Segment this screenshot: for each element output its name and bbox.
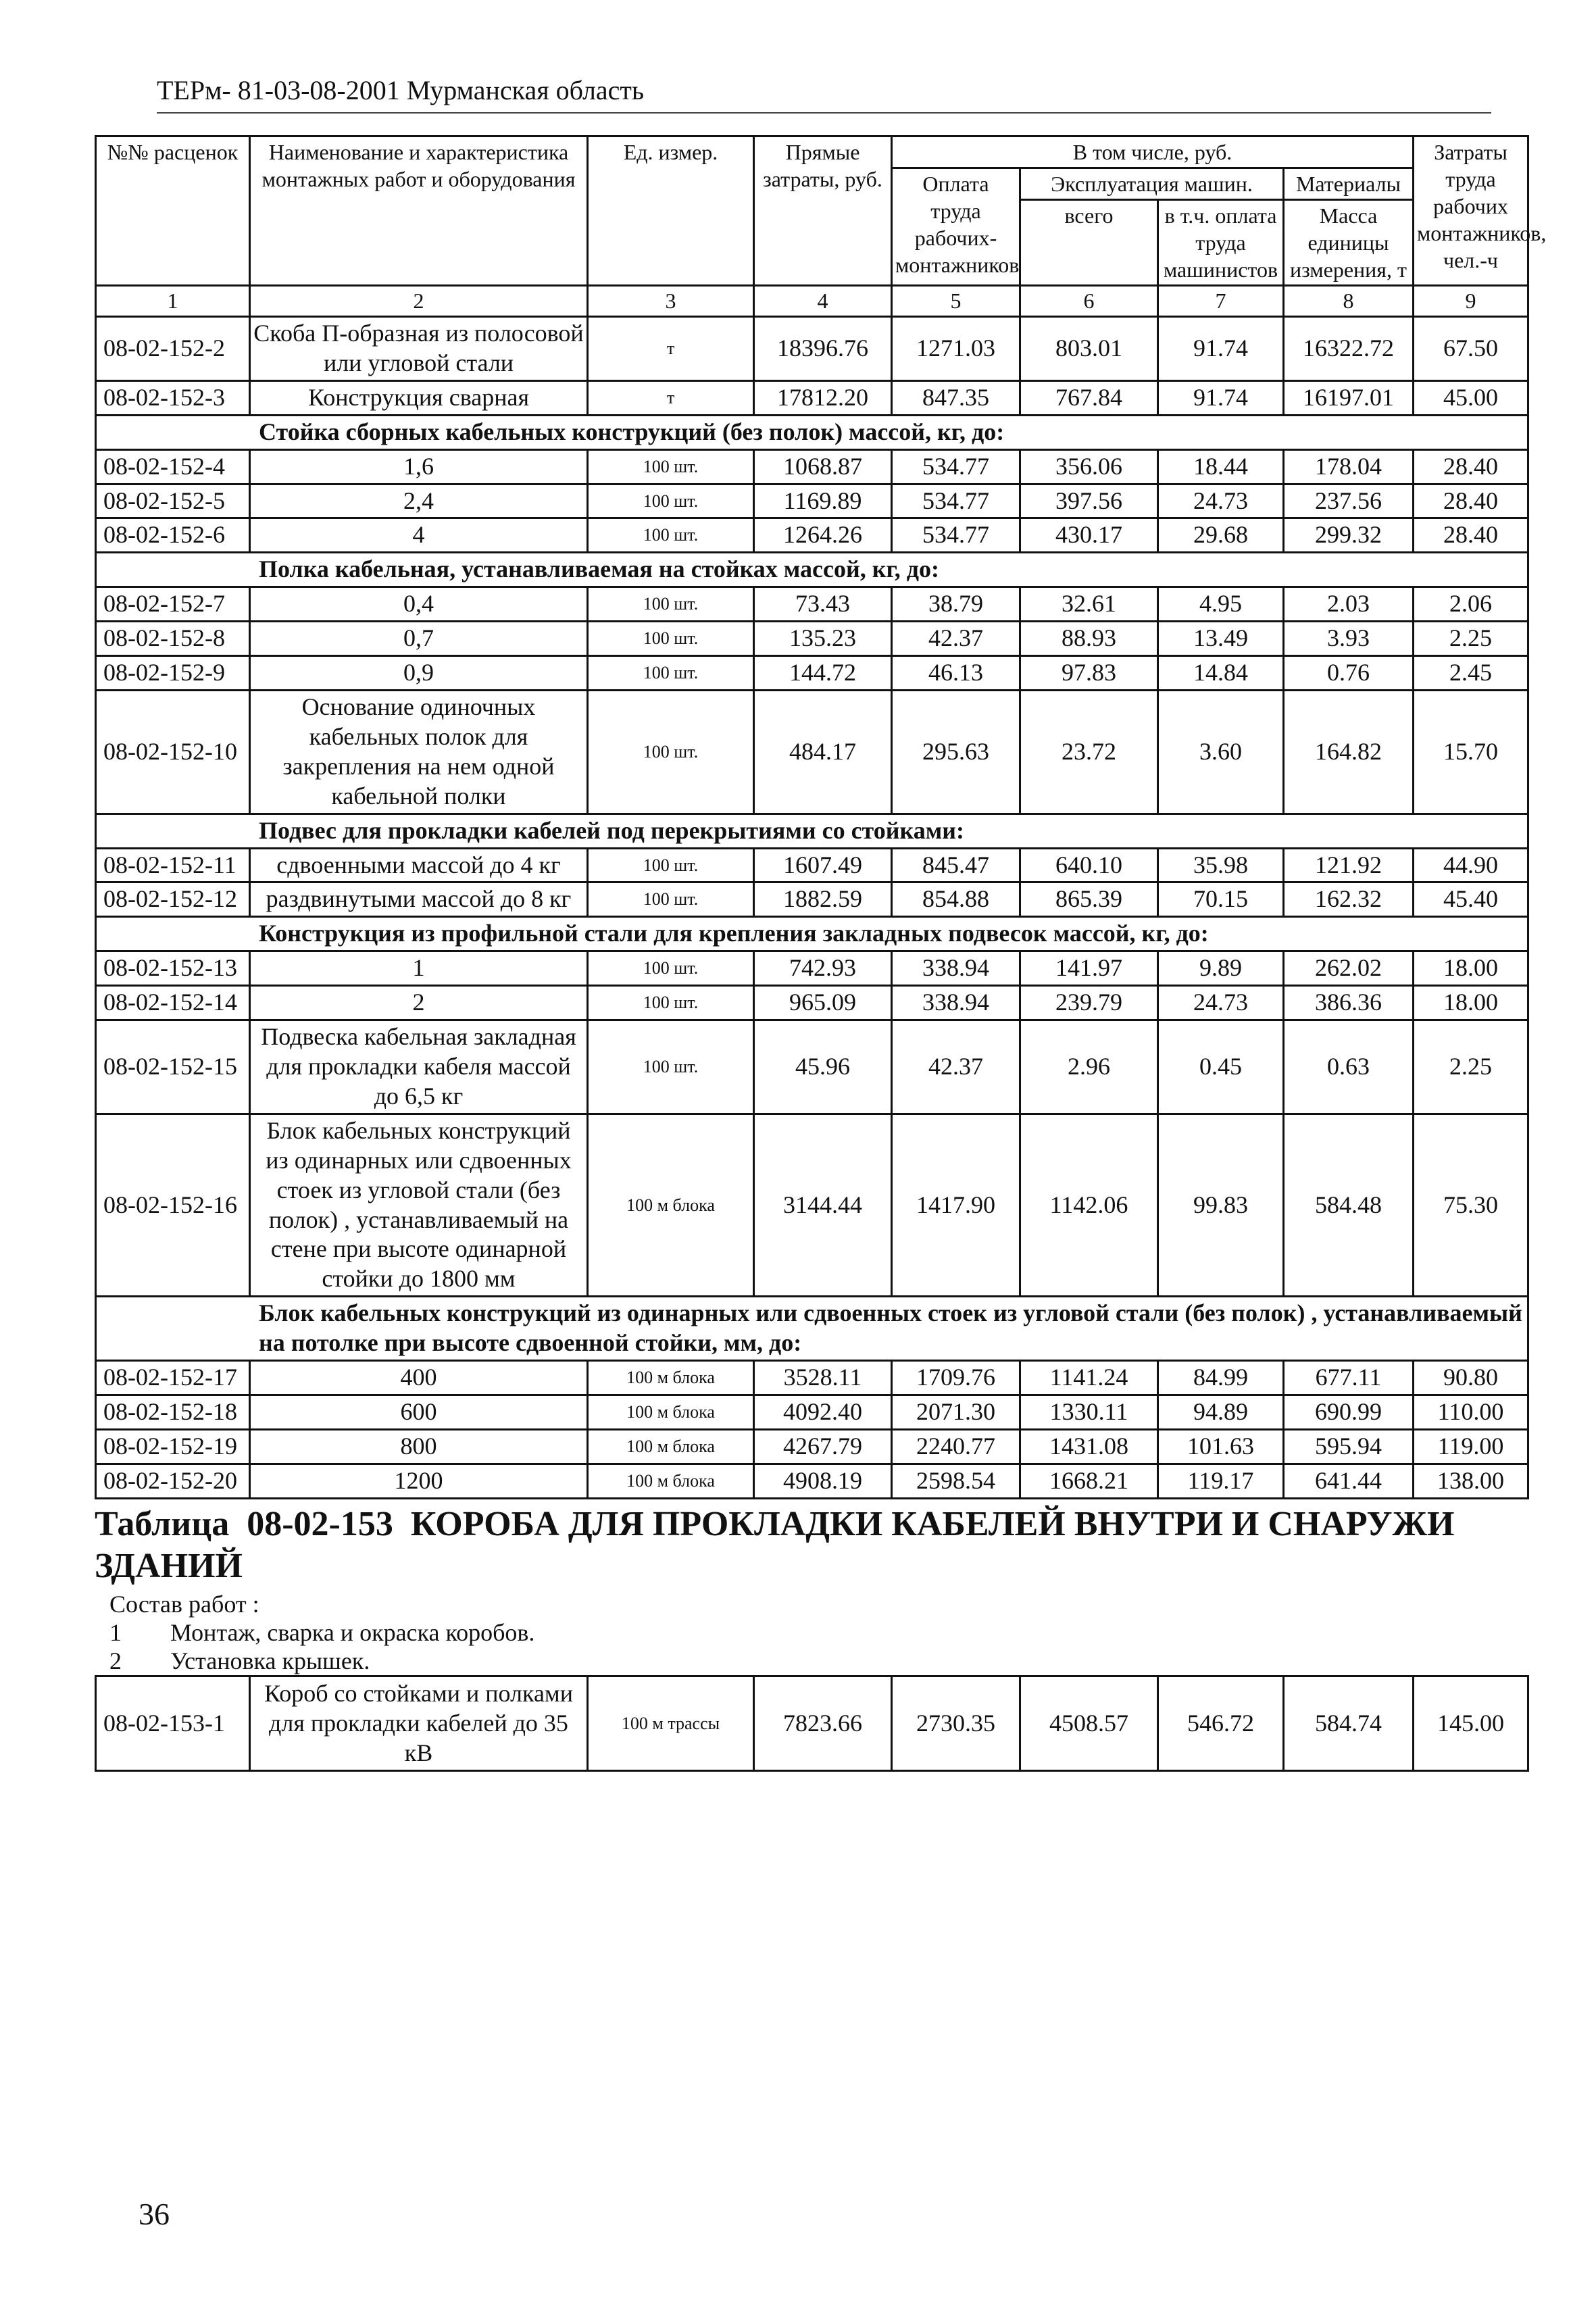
- table-title: [95, 1499, 1527, 1588]
- cell-mach-pay: 119.17: [1158, 1464, 1284, 1498]
- cell-name: 0,7: [250, 622, 588, 656]
- table-row: [96, 1395, 1528, 1429]
- cell-hours: 75.30: [1414, 1114, 1528, 1296]
- cell-name: 2: [250, 986, 588, 1020]
- cell-name: 2,4: [250, 484, 588, 518]
- cell-direct: 965.09: [754, 986, 892, 1020]
- table-row: [96, 986, 1528, 1020]
- table-title-number: 08-02-153: [247, 1504, 393, 1543]
- cell-mat: 0.76: [1284, 656, 1414, 691]
- cell-name: 800: [250, 1429, 588, 1464]
- cell-name: раздвинутыми массой до 8 кг: [250, 882, 588, 917]
- cell-direct: 4908.19: [754, 1464, 892, 1498]
- work-item: [95, 1647, 1527, 1675]
- header-rule: [157, 112, 1491, 114]
- cell-mat: 386.36: [1284, 986, 1414, 1020]
- table-row: [96, 882, 1528, 917]
- cell-name: 0,4: [250, 587, 588, 622]
- cell-code: 08-02-152-13: [96, 951, 250, 986]
- table-row: [96, 848, 1528, 882]
- cell-mach-pay: 4.95: [1158, 587, 1284, 622]
- table-row: [96, 1020, 1528, 1114]
- cell-code: 08-02-152-16: [96, 1114, 250, 1296]
- table-row: [96, 951, 1528, 986]
- cell-labor: 2730.35: [892, 1676, 1020, 1771]
- cell-mat: 16322.72: [1284, 317, 1414, 381]
- work-item-number: 1: [109, 1619, 122, 1647]
- cell-name: Конструкция сварная: [250, 380, 588, 415]
- cell-hours: 28.40: [1414, 518, 1528, 553]
- table-row: [96, 1361, 1528, 1395]
- cell-unit: 100 шт.: [588, 1020, 754, 1114]
- cell-mach-pay: 0.45: [1158, 1020, 1284, 1114]
- cell-mat: 584.48: [1284, 1114, 1414, 1296]
- table-row: [96, 1464, 1528, 1498]
- cell-hours: 44.90: [1414, 848, 1528, 882]
- table-header-row-1: [96, 136, 1528, 168]
- cell-code: 08-02-152-5: [96, 484, 250, 518]
- document-header: ТЕРм- 81-03-08-2001 Мурманская область: [157, 75, 645, 105]
- cell-mach-pay: 13.49: [1158, 622, 1284, 656]
- table-row: [96, 1429, 1528, 1464]
- page-number: 36: [139, 2197, 170, 2231]
- col-header-mass: Масса единицы измерения, т: [1284, 200, 1414, 286]
- cell-name: 600: [250, 1395, 588, 1429]
- cell-hours: 2.06: [1414, 587, 1528, 622]
- cell-hours: 18.00: [1414, 986, 1528, 1020]
- cell-mach-pay: 70.15: [1158, 882, 1284, 917]
- cell-mach: 430.17: [1020, 518, 1158, 553]
- table-row: [96, 622, 1528, 656]
- cell-hours: 2.45: [1414, 656, 1528, 691]
- cell-mat: 178.04: [1284, 449, 1414, 484]
- col-header-mach-pay: в т.ч. оплата труда машинистов: [1158, 200, 1284, 286]
- table-row: [96, 317, 1528, 381]
- cell-hours: 45.00: [1414, 380, 1528, 415]
- work-item-text: Монтаж, сварка и окраска коробов.: [170, 1619, 535, 1647]
- cell-mat: 0.63: [1284, 1020, 1414, 1114]
- cell-code: 08-02-152-3: [96, 380, 250, 415]
- cell-code: 08-02-153-1: [96, 1676, 250, 1771]
- cell-mat: 690.99: [1284, 1395, 1414, 1429]
- col-header-unit: Ед. измер.: [588, 136, 754, 286]
- cell-unit: 100 м блока: [588, 1361, 754, 1395]
- cell-code: 08-02-152-7: [96, 587, 250, 622]
- cell-code: 08-02-152-6: [96, 518, 250, 553]
- cell-name: 1,6: [250, 449, 588, 484]
- cell-hours: 145.00: [1414, 1676, 1528, 1771]
- cell-code: 08-02-152-9: [96, 656, 250, 691]
- cell-unit: 100 шт.: [588, 986, 754, 1020]
- cell-direct: 1264.26: [754, 518, 892, 553]
- cell-labor: 295.63: [892, 691, 1020, 814]
- cell-code: 08-02-152-19: [96, 1429, 250, 1464]
- col-header-code: №№ расценок: [96, 136, 250, 286]
- cell-mach: 640.10: [1020, 848, 1158, 882]
- cell-unit: 100 шт.: [588, 587, 754, 622]
- cell-direct: 144.72: [754, 656, 892, 691]
- table-08-02-153: [95, 1499, 1527, 1772]
- cell-direct: 18396.76: [754, 317, 892, 381]
- work-item-number: 2: [109, 1647, 122, 1675]
- section-heading: Полка кабельная, устанавливаемая на стойках массой, кг, до:: [96, 553, 1528, 587]
- cell-mach: 141.97: [1020, 951, 1158, 986]
- cell-mach-pay: 3.60: [1158, 691, 1284, 814]
- cell-direct: 484.17: [754, 691, 892, 814]
- section-row: [96, 917, 1528, 951]
- col-header-incl: В том числе, руб.: [892, 136, 1414, 168]
- cell-hours: 119.00: [1414, 1429, 1528, 1464]
- column-number-cell: 6: [1020, 286, 1158, 317]
- col-header-mach-all: всего: [1020, 200, 1158, 286]
- cell-direct: 135.23: [754, 622, 892, 656]
- cell-name: 1: [250, 951, 588, 986]
- column-number-cell: 4: [754, 286, 892, 317]
- col-header-direct: Прямые затраты, руб.: [754, 136, 892, 286]
- cell-direct: 17812.20: [754, 380, 892, 415]
- cell-unit: 100 шт.: [588, 518, 754, 553]
- cell-mat: 3.93: [1284, 622, 1414, 656]
- cell-mat: 16197.01: [1284, 380, 1414, 415]
- cell-mach-pay: 94.89: [1158, 1395, 1284, 1429]
- table-row: [96, 587, 1528, 622]
- cell-mach-pay: 35.98: [1158, 848, 1284, 882]
- section-heading: Стойка сборных кабельных конструкций (без полок) массой, кг, до:: [96, 415, 1528, 449]
- table-title-prefix: Таблица: [95, 1504, 230, 1543]
- cell-mat: 2.03: [1284, 587, 1414, 622]
- cell-labor: 46.13: [892, 656, 1020, 691]
- cell-mat: 584.74: [1284, 1676, 1414, 1771]
- column-number-cell: 7: [1158, 286, 1284, 317]
- cell-direct: 3144.44: [754, 1114, 892, 1296]
- cell-name: Блок кабельных конструкций из одинарных или сдвоенных стоек из угловой стали (без полок) , устанавливаемый на стене при высоте одинарной стойки до 1800 мм: [250, 1114, 588, 1296]
- cell-code: 08-02-152-12: [96, 882, 250, 917]
- cell-hours: 2.25: [1414, 1020, 1528, 1114]
- cell-mach-pay: 99.83: [1158, 1114, 1284, 1296]
- cell-mach-pay: 101.63: [1158, 1429, 1284, 1464]
- cell-labor: 42.37: [892, 622, 1020, 656]
- section-row: [96, 1297, 1528, 1361]
- cell-unit: 100 шт.: [588, 622, 754, 656]
- cell-name: 0,9: [250, 656, 588, 691]
- rates-table-2: [95, 1675, 1529, 1772]
- cell-unit: 100 шт.: [588, 484, 754, 518]
- cell-direct: 1068.87: [754, 449, 892, 484]
- cell-mach-pay: 18.44: [1158, 449, 1284, 484]
- cell-mat: 595.94: [1284, 1429, 1414, 1464]
- cell-mat: 162.32: [1284, 882, 1414, 917]
- table-row: [96, 691, 1528, 814]
- cell-unit: 100 м блока: [588, 1114, 754, 1296]
- cell-labor: 2240.77: [892, 1429, 1020, 1464]
- cell-code: 08-02-152-10: [96, 691, 250, 814]
- cell-mach: 356.06: [1020, 449, 1158, 484]
- cell-mach: 1330.11: [1020, 1395, 1158, 1429]
- cell-unit: 100 м блока: [588, 1395, 754, 1429]
- cell-labor: 534.77: [892, 518, 1020, 553]
- cell-mach-pay: 546.72: [1158, 1676, 1284, 1771]
- cell-hours: 45.40: [1414, 882, 1528, 917]
- work-composition-label: Состав работ :: [109, 1591, 259, 1618]
- table-row: [96, 380, 1528, 415]
- table-row: [96, 449, 1528, 484]
- cell-labor: 847.35: [892, 380, 1020, 415]
- cell-mach: 23.72: [1020, 691, 1158, 814]
- section-heading: Подвес для прокладки кабелей под перекрытиями со стойками:: [96, 814, 1528, 848]
- cell-direct: 4267.79: [754, 1429, 892, 1464]
- col-header-machines: Эксплуатация машин.: [1020, 168, 1284, 200]
- cell-mach-pay: 14.84: [1158, 656, 1284, 691]
- cell-mach-pay: 91.74: [1158, 317, 1284, 381]
- cell-code: 08-02-152-11: [96, 848, 250, 882]
- work-item: [95, 1618, 1527, 1647]
- column-number-cell: 3: [588, 286, 754, 317]
- cell-mach: 865.39: [1020, 882, 1158, 917]
- cell-hours: 28.40: [1414, 449, 1528, 484]
- rates-sheet: [95, 135, 1547, 1772]
- cell-unit: 100 шт.: [588, 691, 754, 814]
- cell-labor: 42.37: [892, 1020, 1020, 1114]
- table-row: [96, 656, 1528, 691]
- table-row: [96, 1114, 1528, 1296]
- section-heading: Конструкция из профильной стали для крепления закладных подвесок массой, кг, до:: [96, 917, 1528, 951]
- cell-mach: 397.56: [1020, 484, 1158, 518]
- cell-mach: 803.01: [1020, 317, 1158, 381]
- cell-direct: 1882.59: [754, 882, 892, 917]
- cell-labor: 38.79: [892, 587, 1020, 622]
- cell-mach-pay: 24.73: [1158, 986, 1284, 1020]
- cell-direct: 7823.66: [754, 1676, 892, 1771]
- cell-unit: 100 шт.: [588, 449, 754, 484]
- column-number-cell: 5: [892, 286, 1020, 317]
- column-number-cell: 1: [96, 286, 250, 317]
- cell-hours: 15.70: [1414, 691, 1528, 814]
- cell-mat: 164.82: [1284, 691, 1414, 814]
- col-header-materials: Материалы: [1284, 168, 1414, 200]
- cell-unit: 100 шт.: [588, 882, 754, 917]
- cell-direct: 45.96: [754, 1020, 892, 1114]
- cell-mat: 641.44: [1284, 1464, 1414, 1498]
- cell-labor: 338.94: [892, 951, 1020, 986]
- rates-table-body: [96, 136, 1547, 1499]
- cell-code: 08-02-152-4: [96, 449, 250, 484]
- cell-unit: т: [588, 317, 754, 381]
- cell-labor: 534.77: [892, 484, 1020, 518]
- cell-mach: 2.96: [1020, 1020, 1158, 1114]
- cell-unit: т: [588, 380, 754, 415]
- cell-unit: 100 м блока: [588, 1464, 754, 1498]
- cell-name: Основание одиночных кабельных полок для закрепления на нем одной кабельной полки: [250, 691, 588, 814]
- cell-mat: 237.56: [1284, 484, 1414, 518]
- cell-name: 1200: [250, 1464, 588, 1498]
- cell-direct: 742.93: [754, 951, 892, 986]
- cell-mat: 121.92: [1284, 848, 1414, 882]
- cell-name: Короб со стойками и полками для прокладки кабелей до 35 кВ: [250, 1676, 588, 1771]
- cell-mach-pay: 9.89: [1158, 951, 1284, 986]
- cell-mach: 1431.08: [1020, 1429, 1158, 1464]
- cell-labor: 1417.90: [892, 1114, 1020, 1296]
- cell-direct: 1169.89: [754, 484, 892, 518]
- cell-mach-pay: 84.99: [1158, 1361, 1284, 1395]
- cell-name: Подвеска кабельная закладная для прокладки кабеля массой до 6,5 кг: [250, 1020, 588, 1114]
- cell-name: сдвоенными массой до 4 кг: [250, 848, 588, 882]
- cell-mach: 4508.57: [1020, 1676, 1158, 1771]
- cell-labor: 534.77: [892, 449, 1020, 484]
- cell-direct: 73.43: [754, 587, 892, 622]
- cell-mat: 299.32: [1284, 518, 1414, 553]
- cell-unit: 100 шт.: [588, 656, 754, 691]
- column-number-cell: 2: [250, 286, 588, 317]
- cell-name: Скоба П-образная из полосовой или угловой стали: [250, 317, 588, 381]
- cell-name: 4: [250, 518, 588, 553]
- cell-hours: 138.00: [1414, 1464, 1528, 1498]
- section-row: [96, 415, 1528, 449]
- cell-labor: 845.47: [892, 848, 1020, 882]
- cell-direct: 3528.11: [754, 1361, 892, 1395]
- cell-mach: 1668.21: [1020, 1464, 1158, 1498]
- column-number-cell: 9: [1414, 286, 1528, 317]
- cell-labor: 2071.30: [892, 1395, 1020, 1429]
- cell-labor: 854.88: [892, 882, 1020, 917]
- cell-hours: 28.40: [1414, 484, 1528, 518]
- col-header-hours: Затраты труда рабочих монтажников, чел.-ч: [1414, 136, 1528, 286]
- cell-labor: 2598.54: [892, 1464, 1020, 1498]
- cell-hours: 67.50: [1414, 317, 1528, 381]
- cell-mach-pay: 91.74: [1158, 380, 1284, 415]
- cell-hours: 2.25: [1414, 622, 1528, 656]
- cell-code: 08-02-152-17: [96, 1361, 250, 1395]
- cell-code: 08-02-152-18: [96, 1395, 250, 1429]
- cell-hours: 18.00: [1414, 951, 1528, 986]
- table-row: [96, 484, 1528, 518]
- cell-direct: 1607.49: [754, 848, 892, 882]
- cell-labor: 1709.76: [892, 1361, 1020, 1395]
- cell-unit: 100 м трассы: [588, 1676, 754, 1771]
- cell-mach: 767.84: [1020, 380, 1158, 415]
- cell-unit: 100 шт.: [588, 848, 754, 882]
- table-row: [96, 1676, 1528, 1771]
- cell-mach-pay: 24.73: [1158, 484, 1284, 518]
- cell-mach: 239.79: [1020, 986, 1158, 1020]
- cell-mat: 677.11: [1284, 1361, 1414, 1395]
- cell-mach: 1142.06: [1020, 1114, 1158, 1296]
- cell-hours: 90.80: [1414, 1361, 1528, 1395]
- cell-code: 08-02-152-20: [96, 1464, 250, 1498]
- work-item-text: Установка крышек.: [170, 1647, 370, 1675]
- cell-unit: 100 м блока: [588, 1429, 754, 1464]
- rates-table: [95, 135, 1547, 1499]
- col-header-labor: Оплата труда рабочих-монтажников: [892, 168, 1020, 286]
- column-number-row: [96, 286, 1528, 317]
- cell-direct: 4092.40: [754, 1395, 892, 1429]
- cell-hours: 110.00: [1414, 1395, 1528, 1429]
- cell-code: 08-02-152-8: [96, 622, 250, 656]
- cell-mach-pay: 29.68: [1158, 518, 1284, 553]
- section-heading: Блок кабельных конструкций из одинарных или сдвоенных стоек из угловой стали (без полок) , устанавливаемый на потолке при высоте сдвоенной стойки, мм, до:: [96, 1297, 1528, 1361]
- cell-code: 08-02-152-14: [96, 986, 250, 1020]
- section-row: [96, 553, 1528, 587]
- cell-code: 08-02-152-2: [96, 317, 250, 381]
- table-title-text: КОРОБА ДЛЯ ПРОКЛАДКИ КАБЕЛЕЙ ВНУТРИ И СНАРУЖИ ЗДАНИЙ: [95, 1504, 1455, 1586]
- cell-mach: 88.93: [1020, 622, 1158, 656]
- cell-unit: 100 шт.: [588, 951, 754, 986]
- section-row: [96, 814, 1528, 848]
- cell-code: 08-02-152-15: [96, 1020, 250, 1114]
- cell-name: 400: [250, 1361, 588, 1395]
- cell-mach: 32.61: [1020, 587, 1158, 622]
- cell-mach: 1141.24: [1020, 1361, 1158, 1395]
- cell-mat: 262.02: [1284, 951, 1414, 986]
- col-header-name: Наименование и характеристика монтажных работ и оборудования: [250, 136, 588, 286]
- table-row: [96, 518, 1528, 553]
- cell-labor: 338.94: [892, 986, 1020, 1020]
- column-number-cell: 8: [1284, 286, 1414, 317]
- cell-mach: 97.83: [1020, 656, 1158, 691]
- cell-labor: 1271.03: [892, 317, 1020, 381]
